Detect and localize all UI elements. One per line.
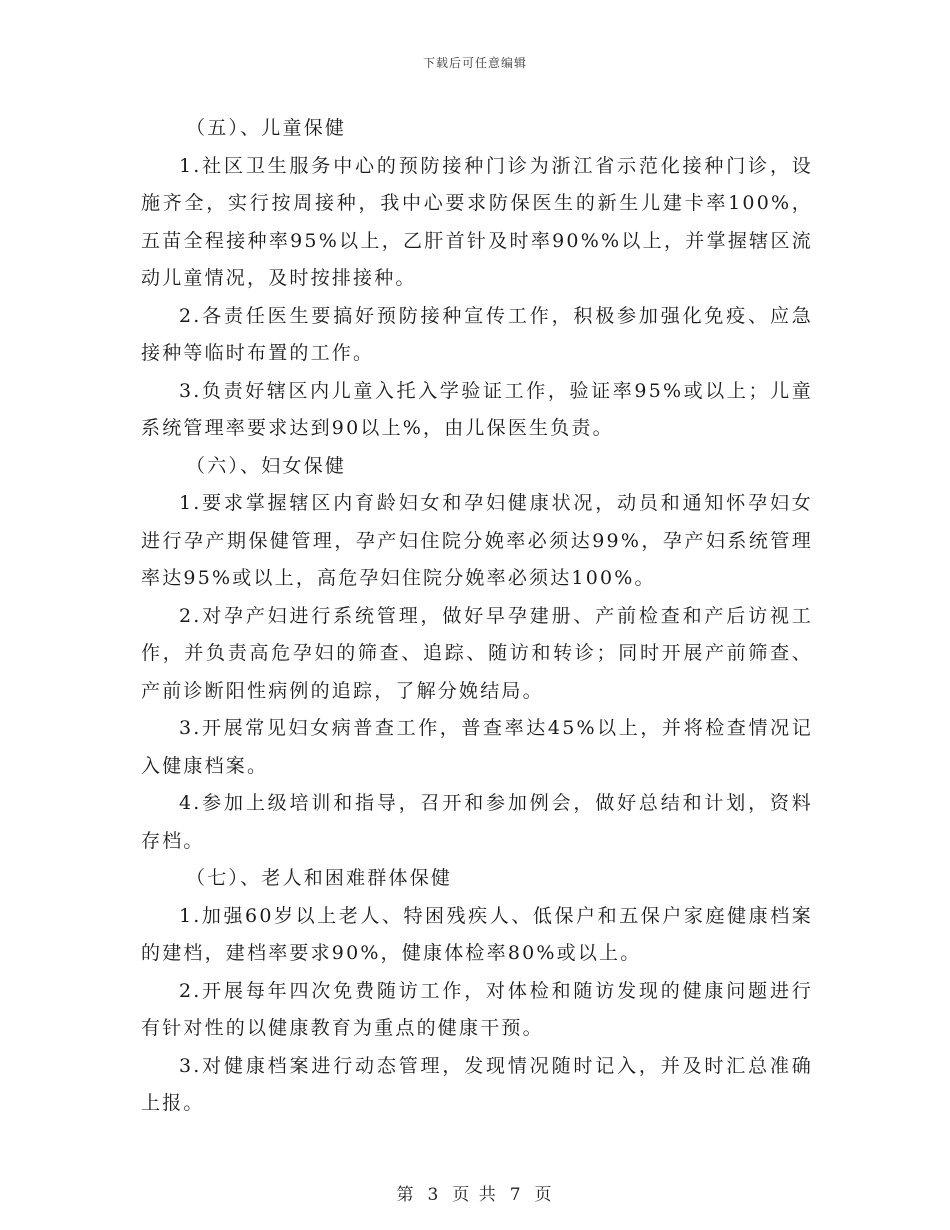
paragraph: 2.开展每年四次免费随访工作，对体检和随访发现的健康问题进行有针对性的以健康教育为重点的健康干预。 xyxy=(141,979,813,1039)
total-page-number: 7 xyxy=(509,1185,523,1205)
page-header-note: 下载后可任意编辑 xyxy=(422,56,527,70)
document-body xyxy=(141,110,813,1123)
section-heading: （五）、儿童保健 xyxy=(186,117,347,139)
paragraph: 3.开展常见妇女病普查工作，普查率达45%以上，并将检查情况记入健康档案。 xyxy=(141,717,813,777)
paragraph: 2.各责任医生要搞好预防接种宣传工作，积极参加强化免疫、应急接种等临时布置的工作。 xyxy=(141,304,813,364)
section-heading: （六）、妇女保健 xyxy=(186,454,347,477)
section-child-health xyxy=(141,110,813,448)
footer-middle: 页 共 xyxy=(452,1185,498,1205)
section-heading: （七）、老人和困难群体保健 xyxy=(186,867,453,889)
paragraph: 1.要求掌握辖区内育龄妇女和孕妇健康状况，动员和通知怀孕妇女进行孕产期保健管理，孕产妇住院分娩率必须达99%，孕产妇系统管理率达95%或以上，高危孕妇住院分娩率必须达100%。 xyxy=(141,492,813,589)
paragraph: 1.社区卫生服务中心的预防接种门诊为浙江省示范化接种门诊，设施齐全，实行按周接种，我中心要求防保医生的新生儿建卡率100%，五苗全程接种率95%以上，乙肝首针及时率90%%以上，并掌握辖区流动儿童情况，及时按排接种。 xyxy=(141,154,813,289)
current-page-number: 3 xyxy=(427,1185,441,1205)
paragraph: 3.对健康档案进行动态管理，发现情况随时记入，并及时汇总准确上报。 xyxy=(141,1054,813,1114)
paragraph: 3.负责好辖区内儿童入托入学验证工作，验证率95%或以上；儿童系统管理率要求达到90以上%，由儿保医生负责。 xyxy=(141,379,813,439)
page-footer xyxy=(0,1180,950,1205)
footer-suffix: 页 xyxy=(534,1185,554,1205)
paragraph: 4.参加上级培训和指导，召开和参加例会，做好总结和计划，资料存档。 xyxy=(141,792,813,852)
paragraph: 1.加强60岁以上老人、特困残疾人、低保户和五保户家庭健康档案的建档，建档率要求90%，健康体检率80%或以上。 xyxy=(141,904,813,964)
footer-prefix: 第 xyxy=(396,1185,416,1205)
section-elderly-health xyxy=(141,860,813,1123)
section-women-health xyxy=(141,448,813,861)
paragraph: 2.对孕产妇进行系统管理，做好早孕建册、产前检查和产后访视工作，并负责高危孕妇的筛查、追踪、随访和转诊；同时开展产前筛查、产前诊断阳性病例的追踪，了解分娩结局。 xyxy=(141,604,813,702)
